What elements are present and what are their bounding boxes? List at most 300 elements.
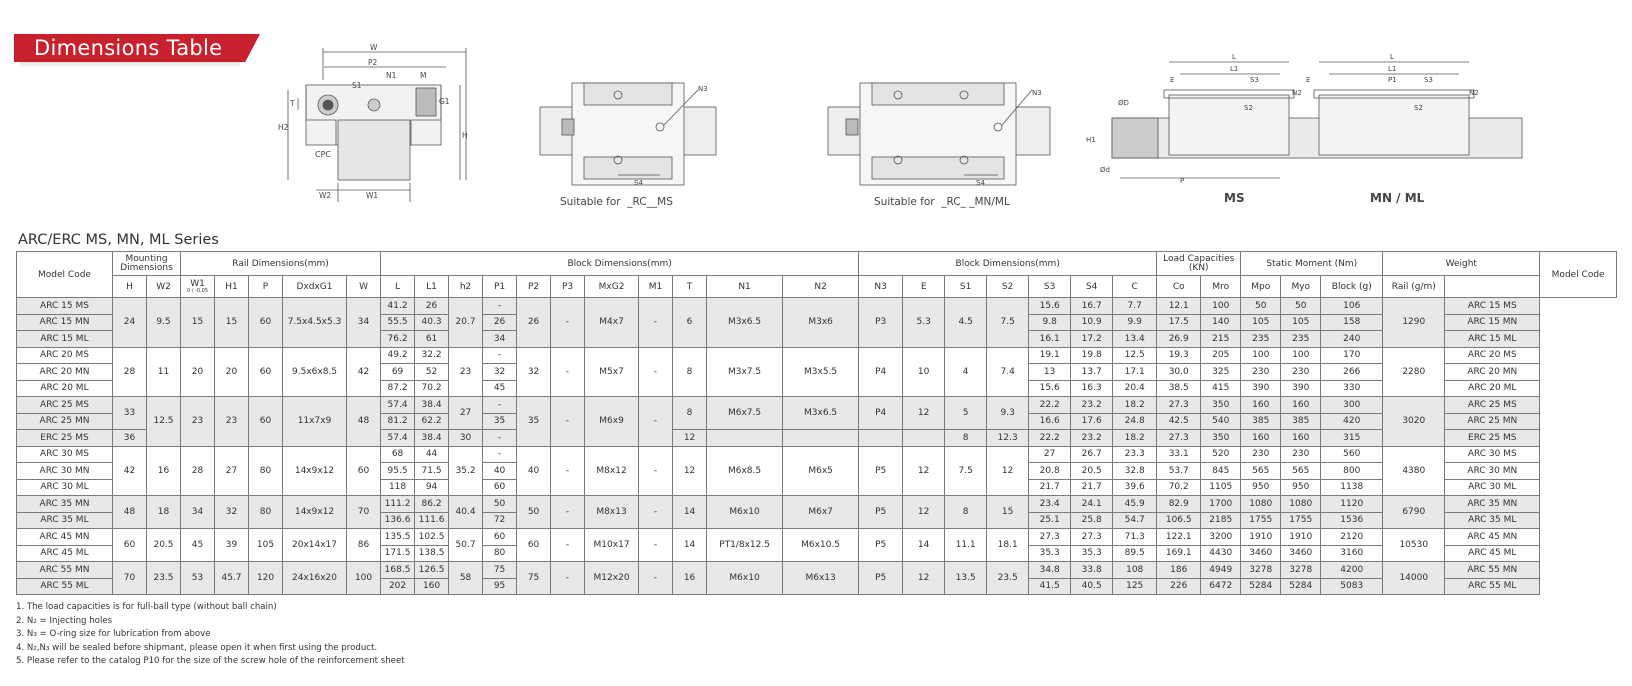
- table-cell: 7.4: [987, 347, 1029, 397]
- table-cell: M6x10: [707, 562, 783, 595]
- table-cell: -: [551, 298, 585, 348]
- table-cell: 9.8: [1029, 314, 1071, 331]
- table-cell: 24.1: [1071, 496, 1113, 513]
- table-cell: 26: [517, 298, 551, 348]
- svg-text:P2: P2: [368, 58, 378, 67]
- table-cell: 4: [945, 347, 987, 397]
- table-cell: 40: [483, 463, 517, 480]
- table-cell: 100: [1201, 298, 1241, 315]
- table-cell: 10.9: [1071, 314, 1113, 331]
- table-cell: 42: [113, 446, 147, 496]
- table-cell: 4.5: [945, 298, 987, 348]
- table-cell: -: [551, 397, 585, 447]
- table-cell: -: [483, 430, 517, 447]
- svg-text:S3: S3: [1250, 76, 1259, 84]
- table-cell: 3278: [1241, 562, 1281, 579]
- table-cell: ARC 55 MN: [1445, 562, 1540, 579]
- table-cell: 1105: [1201, 479, 1241, 496]
- table-cell: M3x5.5: [783, 347, 859, 397]
- table-cell: 6790: [1383, 496, 1445, 529]
- table-cell: 26: [483, 314, 517, 331]
- table-cell: 1910: [1241, 529, 1281, 546]
- table-cell: 81.2: [381, 413, 415, 430]
- table-cell: ARC 15 ML: [17, 331, 113, 348]
- table-cell: 75: [517, 562, 551, 595]
- top-view-mnml-drawing: [826, 75, 1056, 193]
- table-cell: ARC 20 ML: [1445, 380, 1540, 397]
- table-cell: ARC 35 ML: [17, 512, 113, 529]
- table-cell: 60: [347, 446, 381, 496]
- table-cell: -: [639, 347, 673, 397]
- svg-text:Ød: Ød: [1100, 166, 1110, 174]
- table-cell: 11x7x9: [283, 397, 347, 447]
- table-cell: 60: [517, 529, 551, 562]
- subheader-cell: T: [673, 276, 707, 298]
- table-cell: 565: [1281, 463, 1321, 480]
- table-cell: ARC 20 MS: [1445, 347, 1540, 364]
- table-cell: 23: [449, 347, 483, 397]
- table-cell: 138.5: [415, 545, 449, 562]
- table-cell: -: [639, 446, 673, 496]
- table-cell: 266: [1321, 364, 1383, 381]
- table-cell: ARC 30 MN: [1445, 463, 1540, 480]
- table-cell: 6472: [1201, 578, 1241, 595]
- subheader-cell: Mro: [1201, 276, 1241, 298]
- side-view-drawing: [1084, 50, 1524, 190]
- header-load: Load Capacities (KN): [1157, 252, 1241, 276]
- subheader-cell: h2: [449, 276, 483, 298]
- table-cell: 845: [1201, 463, 1241, 480]
- table-cell: ARC 15 MS: [17, 298, 113, 315]
- table-cell: 108: [1113, 562, 1157, 579]
- subheader-cell: H1: [215, 276, 249, 298]
- table-cell: 53: [181, 562, 215, 595]
- table-cell: 25.1: [1029, 512, 1071, 529]
- table-cell: 14000: [1383, 562, 1445, 595]
- table-cell: 62.2: [415, 413, 449, 430]
- table-cell: P5: [859, 446, 903, 496]
- svg-text:L: L: [1390, 53, 1394, 61]
- table-cell: 9.5: [147, 298, 181, 348]
- ms-suitable-caption: Suitable for _RC__MS: [560, 196, 673, 208]
- table-cell: 30: [449, 430, 483, 447]
- table-cell: 70: [113, 562, 147, 595]
- table-cell: M8x12: [585, 446, 639, 496]
- table-cell: 385: [1241, 413, 1281, 430]
- table-cell: ARC 25 MN: [17, 413, 113, 430]
- table-cell: 18: [147, 496, 181, 529]
- table-cell: 23: [181, 397, 215, 447]
- table-cell: 17.6: [1071, 413, 1113, 430]
- table-cell: 57.4: [381, 397, 415, 414]
- table-cell: ARC 45 MN: [17, 529, 113, 546]
- w1-tolerance: 0 / -0.05: [187, 288, 208, 294]
- table-cell: 38.4: [415, 397, 449, 414]
- table-cell: 32.8: [1113, 463, 1157, 480]
- table-cell: M6x10.5: [783, 529, 859, 562]
- table-cell: ARC 20 ML: [17, 380, 113, 397]
- table-cell: -: [483, 298, 517, 315]
- table-cell: ARC 15 MN: [1445, 314, 1540, 331]
- table-cell: 52: [415, 364, 449, 381]
- table-cell: 106.5: [1157, 512, 1201, 529]
- table-cell: 30.0: [1157, 364, 1201, 381]
- subheader-cell: N2: [783, 276, 859, 298]
- table-cell: 105: [249, 529, 283, 562]
- table-cell: 16: [673, 562, 707, 595]
- table-cell: [783, 430, 859, 447]
- table-cell: 50: [1241, 298, 1281, 315]
- table-cell: 160: [1241, 397, 1281, 414]
- table-cell: 21.7: [1029, 479, 1071, 496]
- svg-text:S4: S4: [634, 179, 643, 187]
- table-cell: 34: [347, 298, 381, 348]
- table-cell: 23.3: [1113, 446, 1157, 463]
- header-weight: Weight: [1383, 252, 1540, 276]
- table-cell: [903, 430, 945, 447]
- table-cell: 10530: [1383, 529, 1445, 562]
- table-cell: 19.3: [1157, 347, 1201, 364]
- table-cell: ERC 25 MS: [1445, 430, 1540, 447]
- table-cell: 226: [1157, 578, 1201, 595]
- table-cell: -: [551, 562, 585, 595]
- table-cell: 350: [1201, 397, 1241, 414]
- table-row: [17, 529, 1617, 546]
- table-cell: -: [639, 529, 673, 562]
- table-cell: 38.4: [415, 430, 449, 447]
- table-cell: 160: [1241, 430, 1281, 447]
- table-cell: 11.1: [945, 529, 987, 562]
- subheader-cell: N3: [859, 276, 903, 298]
- table-cell: 18.1: [987, 529, 1029, 562]
- table-cell: ARC 30 ML: [17, 479, 113, 496]
- table-cell: 35: [517, 397, 551, 447]
- table-cell: 9.5x6x8.5: [283, 347, 347, 397]
- table-cell: 27.3: [1029, 529, 1071, 546]
- table-cell: 54.7: [1113, 512, 1157, 529]
- table-cell: 230: [1281, 364, 1321, 381]
- svg-text:N2: N2: [1469, 89, 1479, 97]
- subheader-cell: P2: [517, 276, 551, 298]
- table-cell: 122.1: [1157, 529, 1201, 546]
- subheader-cell: Myo: [1281, 276, 1321, 298]
- table-cell: 118: [381, 479, 415, 496]
- table-cell: 13.4: [1113, 331, 1157, 348]
- table-cell: 48: [113, 496, 147, 529]
- table-cell: 170: [1321, 347, 1383, 364]
- table-cell: 390: [1241, 380, 1281, 397]
- table-cell: 40.4: [449, 496, 483, 529]
- table-cell: 1138: [1321, 479, 1383, 496]
- table-cell: 22.2: [1029, 397, 1071, 414]
- table-cell: 22.2: [1029, 430, 1071, 447]
- table-cell: 230: [1241, 364, 1281, 381]
- subheader-cell: S1: [945, 276, 987, 298]
- table-cell: 50: [517, 496, 551, 529]
- table-cell: 350: [1201, 430, 1241, 447]
- table-cell: 32: [215, 496, 249, 529]
- table-cell: ARC 45 ML: [1445, 545, 1540, 562]
- table-cell: 80: [249, 446, 283, 496]
- table-cell: 3278: [1281, 562, 1321, 579]
- table-cell: 950: [1241, 479, 1281, 496]
- table-cell: 102.5: [415, 529, 449, 546]
- table-cell: 60: [483, 479, 517, 496]
- table-cell: M6x8.5: [707, 446, 783, 496]
- table-cell: 7.5: [987, 298, 1029, 348]
- table-cell: 540: [1201, 413, 1241, 430]
- svg-text:W: W: [370, 43, 378, 52]
- header-block-1: Block Dimensions(mm): [381, 252, 859, 276]
- table-cell: 35: [483, 413, 517, 430]
- table-cell: 57.4: [381, 430, 415, 447]
- table-cell: ARC 55 ML: [17, 578, 113, 595]
- table-cell: 9.9: [1113, 314, 1157, 331]
- table-cell: 3200: [1201, 529, 1241, 546]
- table-cell: 20: [181, 347, 215, 397]
- subheader-cell: W1 0 / -0.05: [181, 276, 215, 298]
- table-cell: 169.1: [1157, 545, 1201, 562]
- table-cell: ARC 35 ML: [1445, 512, 1540, 529]
- table-cell: 17.5: [1157, 314, 1201, 331]
- table-cell: ARC 45 MN: [1445, 529, 1540, 546]
- table-cell: -: [551, 446, 585, 496]
- table-cell: ARC 20 MN: [17, 364, 113, 381]
- table-cell: 33: [113, 397, 147, 430]
- table-cell: 23.2: [1071, 397, 1113, 414]
- table-cell: 240: [1321, 331, 1383, 348]
- table-cell: 7.5: [945, 446, 987, 496]
- table-cell: 32: [517, 347, 551, 397]
- table-cell: 12: [673, 430, 707, 447]
- subheader-cell: P: [249, 276, 283, 298]
- table-cell: 40.3: [415, 314, 449, 331]
- table-cell: 60: [249, 298, 283, 348]
- table-cell: 16.1: [1029, 331, 1071, 348]
- table-cell: 82.9: [1157, 496, 1201, 513]
- table-cell: M10x17: [585, 529, 639, 562]
- table-cell: 60: [483, 529, 517, 546]
- table-cell: 15.6: [1029, 298, 1071, 315]
- table-cell: 4430: [1201, 545, 1241, 562]
- table-cell: 70.2: [415, 380, 449, 397]
- table-cell: 27: [1029, 446, 1071, 463]
- footnote: 4. N₂,N₃ will be sealed before shipmant, please open it when first using the product.: [16, 642, 378, 653]
- table-cell: 420: [1321, 413, 1383, 430]
- table-cell: 80: [483, 545, 517, 562]
- table-cell: 50: [483, 496, 517, 513]
- table-cell: M12x20: [585, 562, 639, 595]
- table-cell: 1080: [1241, 496, 1281, 513]
- table-cell: 2120: [1321, 529, 1383, 546]
- table-cell: P5: [859, 496, 903, 529]
- table-cell: 5083: [1321, 578, 1383, 595]
- table-cell: 14: [673, 496, 707, 529]
- table-cell: 168.5: [381, 562, 415, 579]
- subheader-cell: DxdxG1: [283, 276, 347, 298]
- svg-text:N3: N3: [1032, 89, 1042, 97]
- table-cell: 11: [147, 347, 181, 397]
- table-cell: -: [483, 446, 517, 463]
- table-cell: 18.2: [1113, 397, 1157, 414]
- table-cell: 35.3: [1071, 545, 1113, 562]
- table-cell: 21.7: [1071, 479, 1113, 496]
- svg-text:S2: S2: [1414, 104, 1423, 112]
- table-cell: 2280: [1383, 347, 1445, 397]
- table-cell: 135.5: [381, 529, 415, 546]
- table-cell: 16.3: [1071, 380, 1113, 397]
- table-cell: 3020: [1383, 397, 1445, 447]
- table-cell: 8: [945, 430, 987, 447]
- table-cell: 8: [945, 496, 987, 529]
- svg-text:ØD: ØD: [1118, 99, 1129, 107]
- header-model-code-right: Model Code: [1540, 252, 1617, 298]
- table-cell: 18.2: [1113, 430, 1157, 447]
- subheader-cell: S2: [987, 276, 1029, 298]
- subheader-cell: C: [1113, 276, 1157, 298]
- table-cell: 69: [381, 364, 415, 381]
- svg-text:N3: N3: [698, 85, 708, 93]
- table-cell: 160: [1281, 430, 1321, 447]
- table-cell: 23: [215, 397, 249, 447]
- table-cell: 5: [945, 397, 987, 430]
- table-cell: ARC 15 MS: [1445, 298, 1540, 315]
- svg-text:L1: L1: [1230, 65, 1239, 73]
- table-cell: 60: [113, 529, 147, 562]
- table-cell: 300: [1321, 397, 1383, 414]
- table-cell: M6x10: [707, 496, 783, 529]
- table-cell: 10: [903, 347, 945, 397]
- table-cell: 86.2: [415, 496, 449, 513]
- table-cell: 120: [249, 562, 283, 595]
- table-cell: 25.8: [1071, 512, 1113, 529]
- subheader-cell: MxG2: [585, 276, 639, 298]
- table-cell: 230: [1241, 446, 1281, 463]
- subheader-cell: Rail (g/m): [1383, 276, 1445, 298]
- table-cell: 111.2: [381, 496, 415, 513]
- table-cell: 32: [483, 364, 517, 381]
- front-view-drawing: [276, 40, 476, 205]
- table-cell: 1910: [1281, 529, 1321, 546]
- svg-text:H: H: [462, 131, 468, 140]
- table-cell: 1080: [1281, 496, 1321, 513]
- table-cell: 390: [1281, 380, 1321, 397]
- table-cell: 560: [1321, 446, 1383, 463]
- table-cell: 106: [1321, 298, 1383, 315]
- table-cell: M3x6.5: [783, 397, 859, 430]
- table-cell: 24.8: [1113, 413, 1157, 430]
- table-cell: 61: [415, 331, 449, 348]
- table-cell: 23.5: [147, 562, 181, 595]
- table-cell: 100: [1241, 347, 1281, 364]
- table-cell: 23.4: [1029, 496, 1071, 513]
- table-cell: 4380: [1383, 446, 1445, 496]
- table-cell: 14: [903, 529, 945, 562]
- table-cell: 45.7: [215, 562, 249, 595]
- table-cell: 27: [215, 446, 249, 496]
- table-cell: 202: [381, 578, 415, 595]
- table-cell: 33.8: [1071, 562, 1113, 579]
- table-cell: M6x13: [783, 562, 859, 595]
- table-cell: ARC 55 MN: [17, 562, 113, 579]
- table-cell: 20.8: [1029, 463, 1071, 480]
- table-cell: 17.1: [1113, 364, 1157, 381]
- subheader-cell: S3: [1029, 276, 1071, 298]
- svg-text:H2: H2: [278, 123, 289, 132]
- svg-text:CPC: CPC: [315, 150, 331, 159]
- subheader-cell: Block (g): [1321, 276, 1383, 298]
- table-cell: 9.3: [987, 397, 1029, 430]
- table-cell: 20x14x17: [283, 529, 347, 562]
- table-cell: 27: [449, 397, 483, 430]
- table-cell: 186: [1157, 562, 1201, 579]
- table-cell: ARC 55 ML: [1445, 578, 1540, 595]
- table-cell: 136.6: [381, 512, 415, 529]
- table-row: [17, 298, 1617, 315]
- table-cell: 76.2: [381, 331, 415, 348]
- table-cell: ARC 35 MN: [17, 496, 113, 513]
- table-cell: 95.5: [381, 463, 415, 480]
- table-cell: 15: [987, 496, 1029, 529]
- table-cell: 13.7: [1071, 364, 1113, 381]
- table-cell: 40: [517, 446, 551, 496]
- table-cell: 12: [903, 397, 945, 430]
- table-cell: 19.8: [1071, 347, 1113, 364]
- header-static: Static Moment (Nm): [1241, 252, 1383, 276]
- table-cell: 1700: [1201, 496, 1241, 513]
- table-cell: 12: [903, 446, 945, 496]
- subheader-cell: P3: [551, 276, 585, 298]
- table-cell: 60: [249, 397, 283, 447]
- table-cell: ARC 25 MS: [17, 397, 113, 414]
- table-cell: 111.6: [415, 512, 449, 529]
- table-cell: 1120: [1321, 496, 1383, 513]
- table-cell: 68: [381, 446, 415, 463]
- table-cell: 45: [483, 380, 517, 397]
- table-cell: 39.6: [1113, 479, 1157, 496]
- table-cell: 230: [1281, 446, 1321, 463]
- table-cell: PT1/8x12.5: [707, 529, 783, 562]
- subheader-cell: L1: [415, 276, 449, 298]
- table-cell: 49.2: [381, 347, 415, 364]
- table-cell: ARC 30 MN: [17, 463, 113, 480]
- table-cell: 3160: [1321, 545, 1383, 562]
- footnote: 2. N₂ = Injecting holes: [16, 615, 113, 626]
- table-cell: 34: [483, 331, 517, 348]
- svg-text:G1: G1: [439, 97, 450, 106]
- table-cell: 53.7: [1157, 463, 1201, 480]
- table-cell: M4x7: [585, 298, 639, 348]
- table-cell: 55.5: [381, 314, 415, 331]
- table-cell: 12: [987, 446, 1029, 496]
- table-cell: 12: [903, 562, 945, 595]
- table-cell: 40.5: [1071, 578, 1113, 595]
- table-cell: ARC 30 ML: [1445, 479, 1540, 496]
- table-cell: ERC 25 MS: [17, 430, 113, 447]
- header-block-2: Block Dimensions(mm): [859, 252, 1157, 276]
- table-cell: ARC 35 MN: [1445, 496, 1540, 513]
- subheader-cell: E: [903, 276, 945, 298]
- table-cell: 32.2: [415, 347, 449, 364]
- table-cell: 44: [415, 446, 449, 463]
- table-cell: 565: [1241, 463, 1281, 480]
- table-cell: 5284: [1241, 578, 1281, 595]
- svg-text:P: P: [1180, 177, 1185, 185]
- table-cell: 12.5: [1113, 347, 1157, 364]
- table-cell: 7.7: [1113, 298, 1157, 315]
- table-cell: 160: [415, 578, 449, 595]
- subheader-cell: W: [347, 276, 381, 298]
